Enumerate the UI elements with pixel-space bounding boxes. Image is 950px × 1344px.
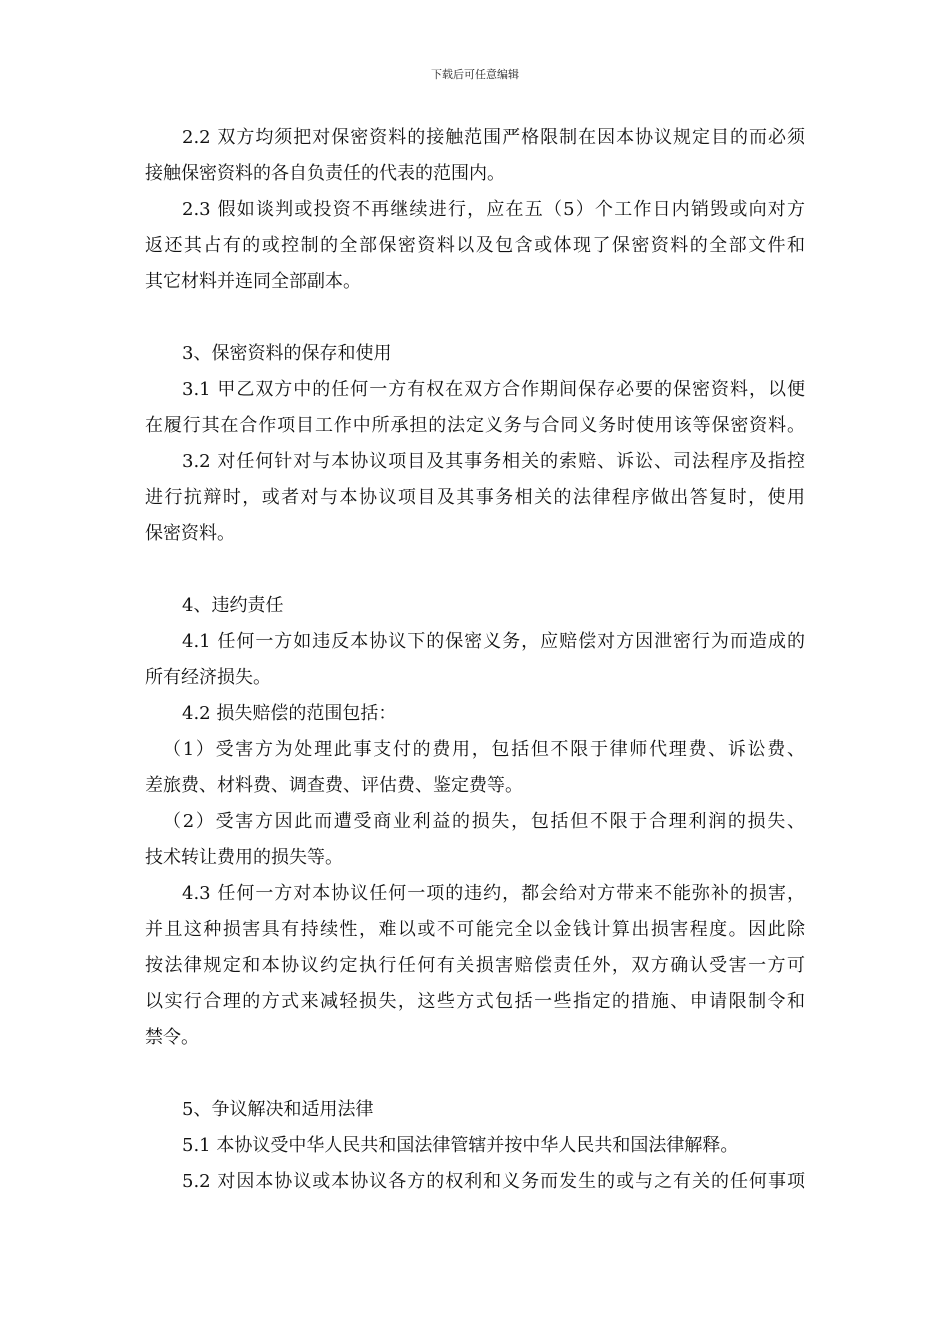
paragraph-line: 4.3 任何一方对本协议任何一项的违约，都会给对方带来不能弥补的损害，	[182, 883, 805, 904]
paragraph-line: 5.1 本协议受中华人民共和国法律管辖并按中华人民共和国法律解释。	[182, 1135, 739, 1156]
blank-line	[145, 552, 805, 588]
paragraph-line: 4.2 损失赔偿的范围包括：	[182, 703, 397, 724]
paragraph-line: 2.3 假如谈判或投资不再继续进行，应在五（5）个工作日内销毁或向对方	[182, 199, 805, 220]
paragraph-line: 并且这种损害具有持续性，难以或不可能完全以金钱计算出损害程度。因此除	[145, 919, 805, 940]
section-heading: 3、保密资料的保存和使用	[182, 343, 392, 364]
paragraph-line: 进行抗辩时，或者对与本协议项目及其事务相关的法律程序做出答复时，使用	[145, 487, 805, 508]
page-header: 下载后可任意编辑	[431, 68, 519, 81]
paragraph-line: 所有经济损失。	[145, 667, 271, 688]
paragraph-line: 在履行其在合作项目工作中所承担的法定义务与合同义务时使用该等保密资料。	[145, 415, 805, 436]
paragraph-line: 按法律规定和本协议约定执行任何有关损害赔偿责任外，双方确认受害一方可	[145, 955, 805, 976]
paragraph-line: 返还其占有的或控制的全部保密资料以及包含或体现了保密资料的全部文件和	[145, 235, 805, 256]
paragraph-line: 3.1 甲乙双方中的任何一方有权在双方合作期间保存必要的保密资料，以便	[182, 379, 805, 400]
paragraph-line: 5.2 对因本协议或本协议各方的权利和义务而发生的或与之有关的任何事项	[182, 1171, 805, 1192]
paragraph-line: （2）受害方因此而遭受商业利益的损失，包括但不限于合理利润的损失、	[163, 811, 805, 832]
section-heading: 5、争议解决和适用法律	[182, 1099, 374, 1120]
section-heading: 4、违约责任	[182, 595, 284, 616]
paragraph-line: 禁令。	[145, 1027, 199, 1048]
paragraph-line: 4.1 任何一方如违反本协议下的保密义务，应赔偿对方因泄密行为而造成的	[182, 631, 805, 652]
paragraph-line: （1）受害方为处理此事支付的费用，包括但不限于律师代理费、诉讼费、	[163, 739, 805, 760]
paragraph-line: 接触保密资料的各自负责任的代表的范围内。	[145, 163, 505, 184]
paragraph-line: 其它材料并连同全部副本。	[145, 271, 361, 292]
document-body	[145, 120, 805, 1200]
paragraph-line: 2.2 双方均须把对保密资料的接触范围严格限制在因本协议规定目的而必须	[182, 127, 805, 148]
paragraph-line: 3.2 对任何针对与本协议项目及其事务相关的索赔、诉讼、司法程序及指控	[182, 451, 805, 472]
paragraph-line: 保密资料。	[145, 523, 235, 544]
paragraph-line: 差旅费、材料费、调查费、评估费、鉴定费等。	[145, 775, 523, 796]
blank-line	[145, 1056, 805, 1092]
blank-line	[145, 300, 805, 336]
paragraph-line: 以实行合理的方式来减轻损失，这些方式包括一些指定的措施、申请限制令和	[145, 991, 805, 1012]
paragraph-line: 技术转让费用的损失等。	[145, 847, 343, 868]
